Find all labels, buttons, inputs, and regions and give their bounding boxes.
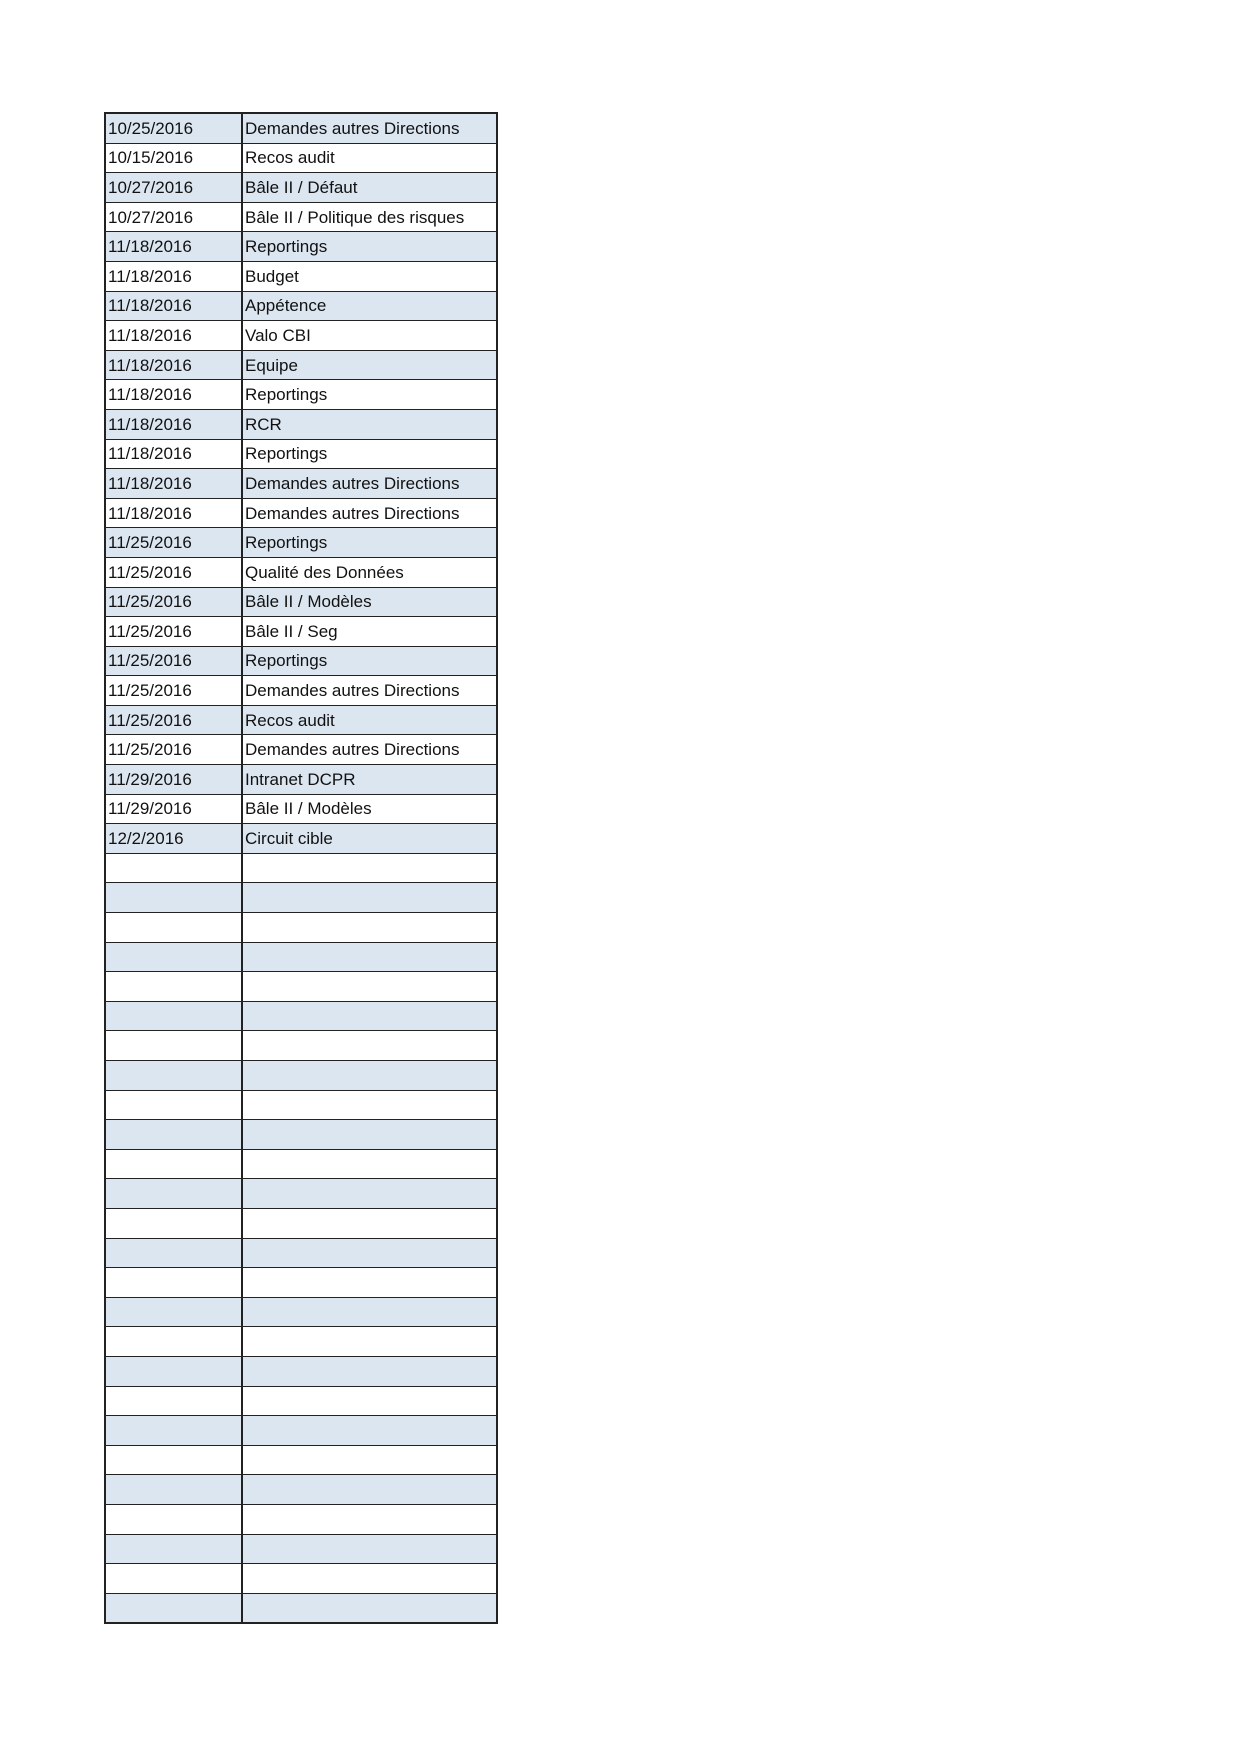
date-cell[interactable] — [105, 1356, 242, 1386]
table-row — [105, 1386, 497, 1416]
table-row — [105, 321, 497, 351]
date-cell[interactable]: 11/18/2016 — [105, 291, 242, 321]
subject-cell[interactable] — [242, 1593, 497, 1623]
subject-cell[interactable]: Reportings — [242, 646, 497, 676]
date-cell[interactable]: 11/18/2016 — [105, 350, 242, 380]
table-row — [105, 1297, 497, 1327]
table-row — [105, 1001, 497, 1031]
date-cell[interactable] — [105, 853, 242, 883]
date-cell[interactable] — [105, 1593, 242, 1623]
table-row — [105, 587, 497, 617]
date-cell[interactable] — [105, 1386, 242, 1416]
table-row — [105, 913, 497, 943]
date-cell[interactable]: 10/27/2016 — [105, 202, 242, 232]
date-cell[interactable]: 11/25/2016 — [105, 735, 242, 765]
subject-cell[interactable] — [242, 853, 497, 883]
subject-cell[interactable]: Appétence — [242, 291, 497, 321]
subject-cell[interactable]: Budget — [242, 261, 497, 291]
date-cell[interactable]: 11/18/2016 — [105, 409, 242, 439]
subject-cell[interactable]: Bâle II / Défaut — [242, 173, 497, 203]
table-row — [105, 765, 497, 795]
subject-cell[interactable] — [242, 1386, 497, 1416]
table-row — [105, 646, 497, 676]
subject-cell[interactable]: Demandes autres Directions — [242, 735, 497, 765]
subject-cell[interactable] — [242, 1179, 497, 1209]
subject-cell[interactable] — [242, 1268, 497, 1298]
subject-cell[interactable]: Demandes autres Directions — [242, 113, 497, 143]
date-cell[interactable]: 11/18/2016 — [105, 380, 242, 410]
subject-cell[interactable]: Valo CBI — [242, 321, 497, 351]
date-cell[interactable]: 11/29/2016 — [105, 765, 242, 795]
table-row — [105, 1031, 497, 1061]
table-row — [105, 676, 497, 706]
subject-cell[interactable]: Demandes autres Directions — [242, 676, 497, 706]
subject-cell[interactable]: Bâle II / Seg — [242, 617, 497, 647]
date-cell[interactable] — [105, 942, 242, 972]
table-row — [105, 1208, 497, 1238]
date-cell[interactable] — [105, 1090, 242, 1120]
subject-cell[interactable] — [242, 972, 497, 1002]
table-row — [105, 291, 497, 321]
table-row — [105, 232, 497, 262]
date-cell[interactable]: 11/25/2016 — [105, 646, 242, 676]
date-cell[interactable]: 10/15/2016 — [105, 143, 242, 173]
subject-cell[interactable]: Circuit cible — [242, 824, 497, 854]
date-cell[interactable] — [105, 1149, 242, 1179]
date-cell[interactable] — [105, 1416, 242, 1446]
subject-cell[interactable]: RCR — [242, 409, 497, 439]
date-cell[interactable] — [105, 1120, 242, 1150]
date-cell[interactable]: 11/29/2016 — [105, 794, 242, 824]
date-cell[interactable] — [105, 1061, 242, 1091]
date-cell[interactable]: 10/25/2016 — [105, 113, 242, 143]
date-cell[interactable]: 11/18/2016 — [105, 469, 242, 499]
subject-cell[interactable] — [242, 1031, 497, 1061]
table-row — [105, 735, 497, 765]
subject-cell[interactable] — [242, 942, 497, 972]
subject-cell[interactable]: Reportings — [242, 232, 497, 262]
table-row — [105, 409, 497, 439]
table-row — [105, 202, 497, 232]
date-cell[interactable] — [105, 1534, 242, 1564]
table-row — [105, 1061, 497, 1091]
date-cell[interactable] — [105, 1001, 242, 1031]
subject-cell[interactable]: Bâle II / Modèles — [242, 794, 497, 824]
date-cell[interactable] — [105, 1208, 242, 1238]
table-row — [105, 1149, 497, 1179]
subject-cell[interactable] — [242, 1416, 497, 1446]
date-cell[interactable] — [105, 1504, 242, 1534]
table-row — [105, 1416, 497, 1446]
date-cell[interactable]: 12/2/2016 — [105, 824, 242, 854]
date-cell[interactable] — [105, 972, 242, 1002]
subject-cell[interactable] — [242, 883, 497, 913]
subject-cell[interactable] — [242, 1001, 497, 1031]
subject-cell[interactable] — [242, 1356, 497, 1386]
date-cell[interactable] — [105, 913, 242, 943]
subject-cell[interactable] — [242, 1504, 497, 1534]
table-row — [105, 528, 497, 558]
subject-cell[interactable] — [242, 1120, 497, 1150]
date-cell[interactable]: 11/25/2016 — [105, 705, 242, 735]
table-row — [105, 1356, 497, 1386]
table-row — [105, 439, 497, 469]
table-row — [105, 1475, 497, 1505]
subject-cell[interactable] — [242, 913, 497, 943]
table-row — [105, 1268, 497, 1298]
subject-cell[interactable] — [242, 1061, 497, 1091]
subject-cell[interactable] — [242, 1297, 497, 1327]
subject-cell[interactable] — [242, 1327, 497, 1357]
subject-cell[interactable]: Recos audit — [242, 705, 497, 735]
subject-cell[interactable] — [242, 1564, 497, 1594]
table-row — [105, 853, 497, 883]
table-row — [105, 1564, 497, 1594]
table-row — [105, 557, 497, 587]
date-cell[interactable] — [105, 1179, 242, 1209]
date-cell[interactable]: 11/18/2016 — [105, 498, 242, 528]
subject-cell[interactable] — [242, 1445, 497, 1475]
date-cell[interactable]: 11/18/2016 — [105, 321, 242, 351]
subject-cell[interactable]: Recos audit — [242, 143, 497, 173]
table-row — [105, 1504, 497, 1534]
date-cell[interactable]: 11/25/2016 — [105, 557, 242, 587]
date-cell[interactable] — [105, 1564, 242, 1594]
table-row — [105, 380, 497, 410]
subject-cell[interactable] — [242, 1090, 497, 1120]
subject-cell[interactable] — [242, 1475, 497, 1505]
table-row — [105, 1120, 497, 1150]
spreadsheet-table — [104, 112, 498, 1624]
subject-cell[interactable] — [242, 1238, 497, 1268]
table-row — [105, 469, 497, 499]
table-row — [105, 113, 497, 143]
subject-cell[interactable]: Bâle II / Politique des risques — [242, 202, 497, 232]
table-row — [105, 617, 497, 647]
date-cell[interactable]: 11/18/2016 — [105, 261, 242, 291]
subject-cell[interactable]: Reportings — [242, 439, 497, 469]
subject-cell[interactable]: Equipe — [242, 350, 497, 380]
date-cell[interactable] — [105, 1445, 242, 1475]
date-cell[interactable]: 11/18/2016 — [105, 439, 242, 469]
table-row — [105, 705, 497, 735]
table-row — [105, 942, 497, 972]
table-row — [105, 883, 497, 913]
subject-cell[interactable]: Reportings — [242, 528, 497, 558]
table-row — [105, 498, 497, 528]
table-row — [105, 261, 497, 291]
subject-cell[interactable]: Reportings — [242, 380, 497, 410]
date-cell[interactable]: 11/25/2016 — [105, 528, 242, 558]
subject-cell[interactable]: Qualité des Données — [242, 557, 497, 587]
table-row — [105, 972, 497, 1002]
date-cell[interactable] — [105, 1238, 242, 1268]
date-cell[interactable] — [105, 1475, 242, 1505]
subject-cell[interactable]: Bâle II / Modèles — [242, 587, 497, 617]
subject-cell[interactable]: Demandes autres Directions — [242, 498, 497, 528]
table-row — [105, 1445, 497, 1475]
date-cell[interactable] — [105, 1031, 242, 1061]
date-cell[interactable] — [105, 1297, 242, 1327]
subject-cell[interactable] — [242, 1208, 497, 1238]
table-row — [105, 1090, 497, 1120]
table-row — [105, 824, 497, 854]
date-cell[interactable] — [105, 1268, 242, 1298]
table-row — [105, 143, 497, 173]
date-cell[interactable] — [105, 883, 242, 913]
table-row — [105, 1179, 497, 1209]
date-cell[interactable]: 11/25/2016 — [105, 676, 242, 706]
subject-cell[interactable]: Demandes autres Directions — [242, 469, 497, 499]
table-row — [105, 1593, 497, 1623]
date-cell[interactable]: 10/27/2016 — [105, 173, 242, 203]
date-cell[interactable]: 11/25/2016 — [105, 587, 242, 617]
table-row — [105, 1534, 497, 1564]
subject-cell[interactable] — [242, 1149, 497, 1179]
table-row — [105, 794, 497, 824]
table-row — [105, 1327, 497, 1357]
subject-cell[interactable] — [242, 1534, 497, 1564]
table-row — [105, 1238, 497, 1268]
date-cell[interactable]: 11/25/2016 — [105, 617, 242, 647]
subject-cell[interactable]: Intranet DCPR — [242, 765, 497, 795]
date-cell[interactable] — [105, 1327, 242, 1357]
table-row — [105, 173, 497, 203]
date-cell[interactable]: 11/18/2016 — [105, 232, 242, 262]
table-row — [105, 350, 497, 380]
